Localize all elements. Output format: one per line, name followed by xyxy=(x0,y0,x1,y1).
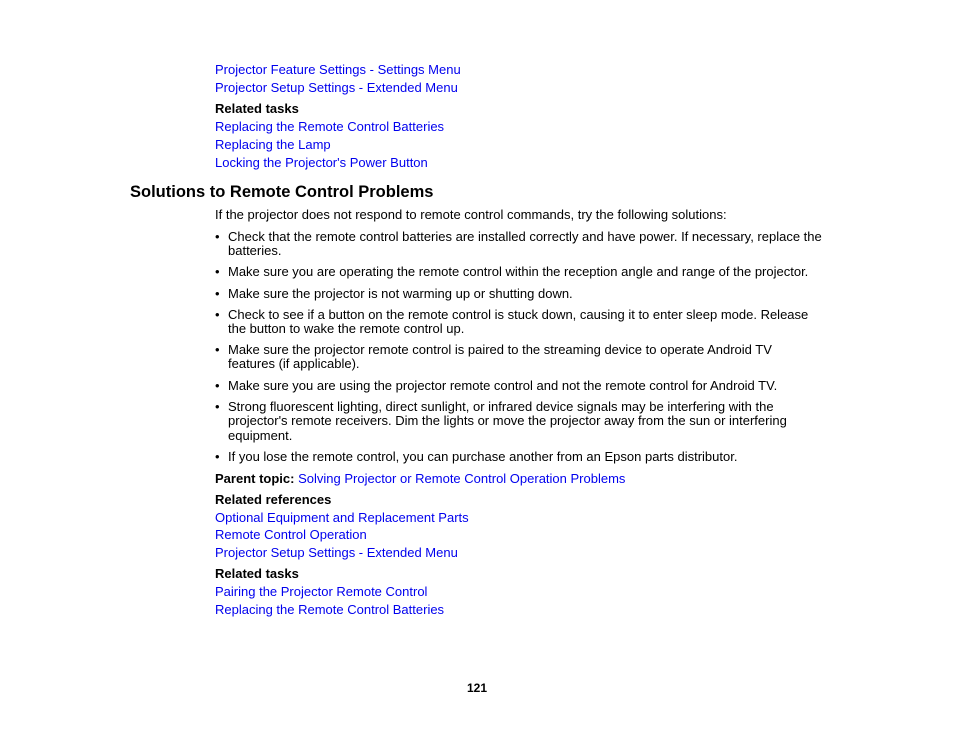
bullet-text: Make sure you are using the projector remote control and not the remote control for Android TV. xyxy=(228,377,778,393)
section-intro: If the projector does not respond to remote control commands, try the following solutions: xyxy=(215,207,727,222)
bullet-text: Strong fluorescent lighting, direct sunlight, or infrared device signals may be interfering with the projector's remote receivers. Dim the lights or move the projector away from the sun or interfering equipment. xyxy=(228,398,787,443)
link-replacing-lamp[interactable]: Replacing the Lamp xyxy=(215,137,331,152)
bullet-marker: • xyxy=(215,286,220,301)
bullet-marker: • xyxy=(215,449,220,464)
link-locking-power-button[interactable]: Locking the Projector's Power Button xyxy=(215,155,428,170)
bullet-text: Make sure the projector is not warming up or shutting down. xyxy=(228,285,573,301)
link-replacing-remote-batteries-2[interactable]: Replacing the Remote Control Batteries xyxy=(215,602,445,617)
bullet-text: If you lose the remote control, you can purchase another from an Epson parts distributor. xyxy=(228,448,738,464)
link-parent-topic[interactable]: Solving Projector or Remote Control Operation Problems xyxy=(298,471,626,486)
related-tasks-heading: Related tasks xyxy=(215,101,299,116)
link-projector-setup-settings[interactable]: Projector Setup Settings - Extended Menu xyxy=(215,80,458,95)
link-pairing-remote[interactable]: Pairing the Projector Remote Control xyxy=(215,584,428,599)
bullet-marker: • xyxy=(215,399,220,414)
related-references-heading: Related references xyxy=(215,492,332,507)
bullet-marker: • xyxy=(215,307,220,322)
bullet-marker: • xyxy=(215,342,220,357)
bullet-text: Make sure the projector remote control is paired to the streaming device to operate Android TV features (if applicable). xyxy=(228,341,772,371)
bullet-text: Make sure you are operating the remote control within the reception angle and range of the projector. xyxy=(228,263,809,279)
bullet-marker: • xyxy=(215,264,220,279)
link-projector-feature-settings[interactable]: Projector Feature Settings - Settings Menu xyxy=(215,62,461,77)
link-optional-equipment[interactable]: Optional Equipment and Replacement Parts xyxy=(215,510,469,525)
link-remote-control-operation[interactable]: Remote Control Operation xyxy=(215,527,367,542)
related-tasks-heading-2: Related tasks xyxy=(215,566,299,581)
parent-topic-label: Parent topic: xyxy=(215,471,295,486)
bullet-marker: • xyxy=(215,229,220,244)
bullet-text: Check that the remote control batteries are installed correctly and have power. If necessary, replace the batteries. xyxy=(228,228,822,258)
bullet-text: Check to see if a button on the remote control is stuck down, causing it to enter sleep mode. Release the button to wake the remote control up. xyxy=(228,306,809,336)
bullet-marker: • xyxy=(215,378,220,393)
link-projector-setup-settings-2[interactable]: Projector Setup Settings - Extended Menu xyxy=(215,545,458,560)
parent-topic xyxy=(215,471,625,486)
section-title: Solutions to Remote Control Problems xyxy=(130,183,434,201)
link-replacing-remote-batteries[interactable]: Replacing the Remote Control Batteries xyxy=(215,119,445,134)
page-number: 121 xyxy=(466,681,488,695)
